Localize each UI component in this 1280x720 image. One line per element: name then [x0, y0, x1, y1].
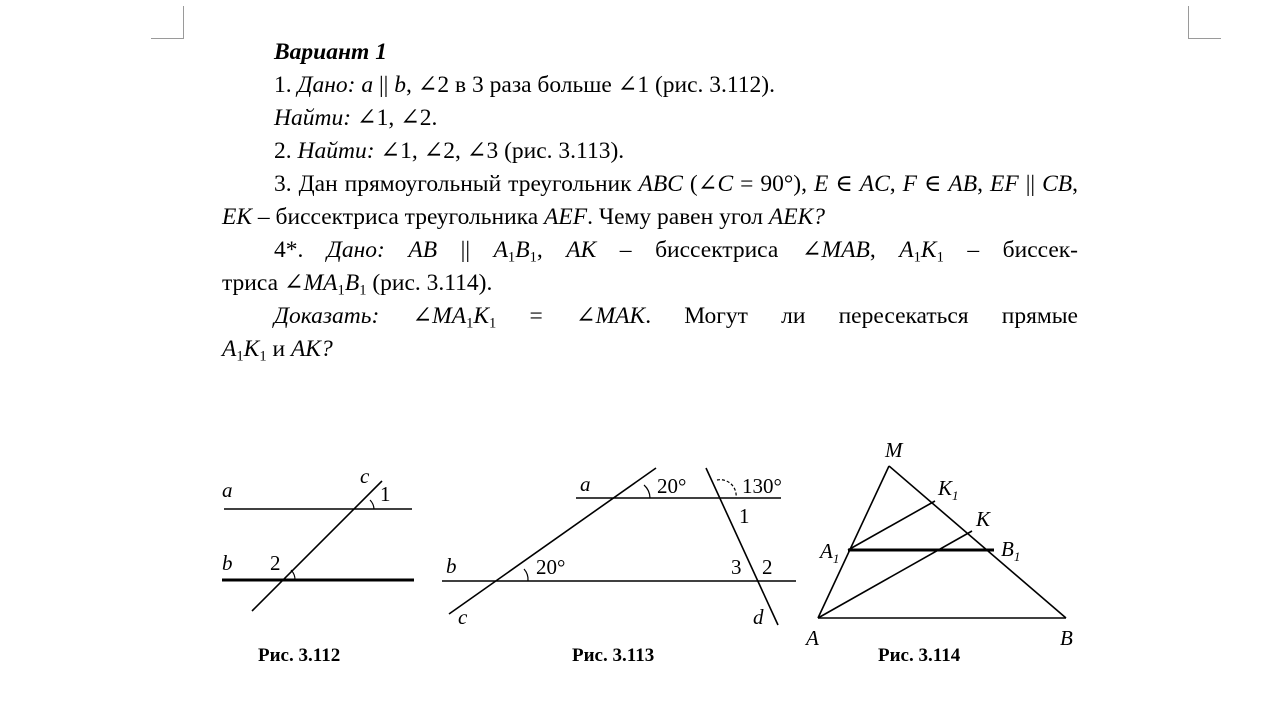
problem-4-prove-cont: [222, 333, 1078, 366]
text-run: = ∠: [496, 303, 596, 329]
label-angle-1: 1: [739, 504, 750, 528]
label-b: b: [446, 554, 457, 578]
math-var: AB: [408, 237, 438, 263]
math-var: EF: [989, 171, 1019, 197]
given-label: Дано:: [326, 237, 385, 263]
problem-1-find: [222, 102, 1078, 135]
math-var: A: [493, 237, 508, 263]
angle-130-arc: [717, 480, 736, 498]
label-angle-1: 1: [380, 482, 391, 506]
label-angle-3: 3: [731, 555, 742, 579]
label-A1: [818, 539, 839, 566]
angle-20-bottom-arc: [524, 569, 528, 581]
figure-3-113: [442, 468, 796, 625]
side-AM: [818, 466, 889, 618]
text-run: ,: [889, 171, 896, 197]
problem-number: 1.: [274, 72, 292, 98]
problem-1-find-text: ∠1, ∠2.: [351, 105, 438, 131]
math-var: K: [243, 336, 260, 362]
text-run: ∠: [379, 303, 433, 329]
figure-3-113-labels: [446, 472, 782, 666]
label-K1: [937, 476, 959, 503]
side-MB: [889, 466, 1066, 618]
parallel-sign: ||: [373, 72, 395, 98]
text-run: . Чему: [587, 204, 652, 230]
math-var: E: [813, 171, 829, 197]
math-var: K: [920, 237, 937, 263]
line-c: [252, 481, 382, 611]
text-run: равен угол: [657, 204, 769, 230]
text-run: триса ∠: [222, 270, 304, 296]
label-angle-20-bottom: 20°: [536, 555, 566, 579]
figure-caption: Рис. 3.113: [572, 645, 655, 666]
label-K1-letter: K: [938, 476, 953, 500]
subscript: 1: [529, 249, 537, 266]
math-var: B: [344, 270, 360, 296]
bisector-A1K1: [848, 501, 935, 550]
figure-caption: Рис. 3.114: [878, 645, 961, 666]
angle-2-arc: [291, 570, 295, 580]
math-var: MA: [303, 270, 338, 296]
text-run: – биссектриса треугольника: [252, 204, 545, 230]
find-label: Найти:: [297, 138, 375, 164]
math-var: ABC: [638, 171, 683, 197]
label-angle-130: 130°: [742, 474, 782, 498]
variant-title: Вариант 1: [274, 39, 387, 65]
math-var: B: [515, 237, 530, 263]
problem-4-cont: [222, 267, 1078, 300]
subscript: 1: [259, 348, 267, 365]
math-var: CB: [1042, 171, 1073, 197]
subscript: 1: [359, 282, 367, 299]
label-a: a: [580, 472, 591, 496]
subscript: 1: [489, 315, 497, 332]
problem-4-prove: [222, 300, 1078, 333]
math-var: MAK: [595, 303, 646, 329]
var-a: a: [361, 72, 374, 98]
label-c: c: [458, 605, 468, 629]
find-label: Найти:: [274, 105, 352, 131]
subscript: 1: [466, 315, 474, 332]
label-B1-letter: B: [1001, 537, 1014, 561]
text-run: ,: [869, 237, 900, 263]
label-A1-subscript: 1: [832, 551, 840, 566]
text-run: и: [266, 336, 291, 362]
text-run: (рис. 3.114).: [366, 270, 493, 296]
label-B1-subscript: 1: [1013, 549, 1021, 564]
text-run: ||: [1018, 171, 1043, 197]
problem-number: 2.: [274, 138, 292, 164]
text-run: ||: [437, 237, 494, 263]
math-var: AC: [859, 171, 890, 197]
subscript: 1: [507, 249, 516, 266]
math-var: EK: [222, 204, 253, 230]
figure-3-114-labels: [804, 438, 1073, 666]
math-var: K: [473, 303, 490, 329]
problem-text: [222, 36, 1078, 366]
math-var: A: [899, 237, 914, 263]
math-var: MAB: [821, 237, 870, 263]
math-var: AB: [948, 171, 978, 197]
text-run: = 90°),: [733, 171, 814, 197]
text-run: ,: [536, 237, 567, 263]
figure-caption: Рис. 3.112: [258, 645, 341, 666]
line-d: [706, 468, 778, 625]
text-run: (∠: [682, 171, 718, 197]
page-corner-mark-top-left: [151, 6, 184, 39]
page-corner-mark-top-right: [1188, 6, 1221, 39]
angle-1-arc: [370, 500, 374, 509]
problem-1: [222, 69, 1078, 102]
text-run: – биссектриса ∠: [596, 237, 822, 263]
math-var: A: [222, 336, 237, 362]
problem-2-text: ∠1, ∠2, ∠3 (рис. 3.113).: [374, 138, 625, 164]
subscript: 1: [337, 282, 345, 299]
given-label: Дано:: [297, 72, 356, 98]
label-M: M: [885, 438, 903, 462]
figure-3-112: [222, 481, 414, 611]
math-var: AEF: [544, 204, 588, 230]
prove-label: Доказать:: [274, 303, 380, 329]
text-run: ,: [1072, 171, 1079, 197]
label-d: d: [753, 605, 764, 629]
label-a: a: [222, 478, 233, 502]
label-angle-20-top: 20°: [657, 474, 687, 498]
label-c: c: [360, 464, 370, 488]
label-angle-2: 2: [762, 555, 773, 579]
problem-1-text: , ∠2 в 3 раза больше ∠1 (рис. 3.112).: [405, 72, 776, 98]
label-B: B: [1060, 626, 1073, 650]
label-A1-letter: A: [820, 539, 833, 563]
math-var: AK?: [290, 336, 333, 362]
line-c: [449, 468, 656, 614]
math-var: C: [717, 171, 734, 197]
problem-3: [222, 168, 1078, 234]
text-run: – биссек-: [943, 237, 1079, 263]
label-K: K: [976, 507, 991, 531]
math-var: MA: [432, 303, 467, 329]
text-run: 3. Дан прямоугольный треугольник: [274, 171, 639, 197]
text-run: ,: [977, 171, 990, 197]
problem-2: [222, 135, 1078, 168]
label-B1: [1001, 537, 1020, 564]
subscript: 1: [936, 249, 944, 266]
text-run: ∈: [917, 171, 949, 197]
figure-3-112-labels: [222, 464, 391, 666]
var-b: b: [394, 72, 406, 98]
subscript: 1: [913, 249, 921, 266]
math-var: AK: [566, 237, 597, 263]
label-K1-subscript: 1: [952, 488, 959, 503]
subscript: 1: [236, 348, 244, 365]
bisector-AK: [818, 531, 972, 618]
label-angle-2: 2: [270, 551, 281, 575]
math-var: F: [902, 171, 917, 197]
label-A: A: [806, 626, 819, 650]
angle-20-top-arc: [644, 485, 650, 498]
label-b: b: [222, 551, 233, 575]
text-run: ∈: [828, 171, 860, 197]
problem-number: 4*.: [274, 237, 304, 263]
figure-3-114: [818, 466, 1066, 618]
text-run: . Могут ли пересекаться прямые: [645, 303, 1078, 329]
math-var: AEK?: [768, 204, 826, 230]
problem-4: [222, 234, 1078, 267]
